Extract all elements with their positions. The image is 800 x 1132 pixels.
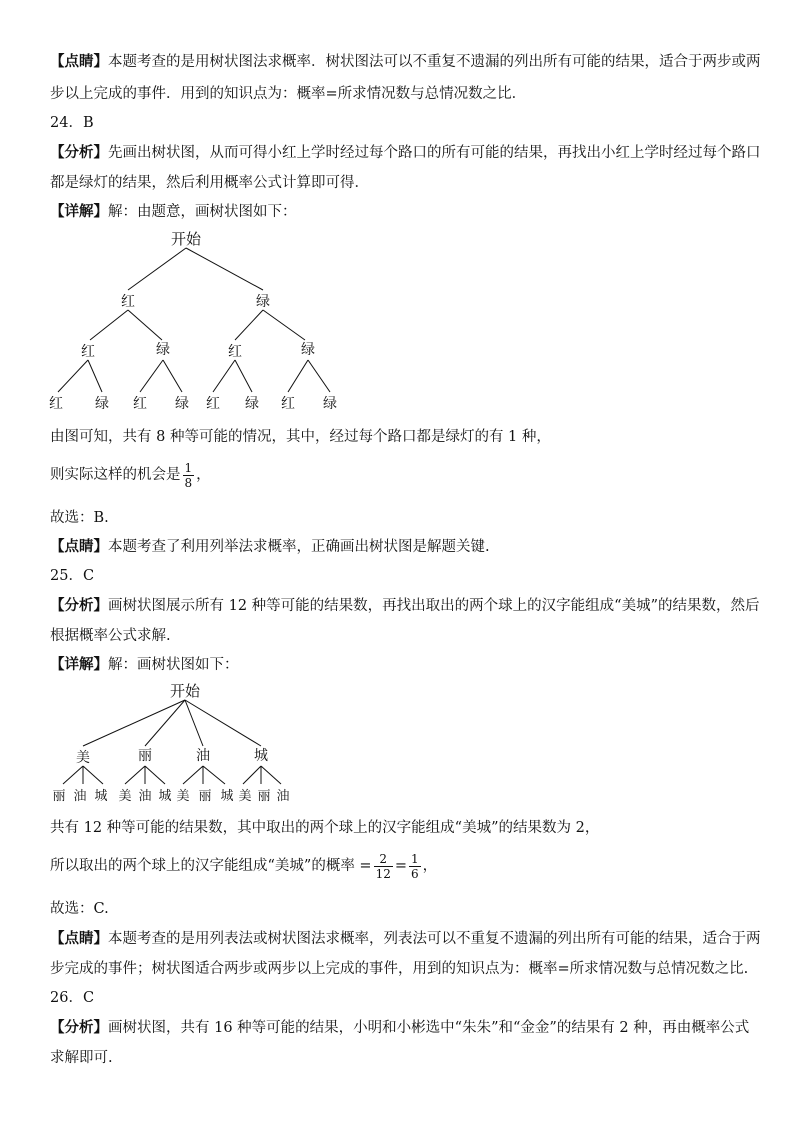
tree-leaf-label: 美 [118, 789, 132, 804]
analysis-tag: 【分析】 [50, 597, 108, 614]
tree-diagram-q24 [30, 222, 360, 417]
tree-node-label: 红 [228, 344, 242, 360]
q25-tip-continuation: 步完成的事件；树状图适合两步或两步以上完成的事件，用到的知识点为：概率=所求情况数与总情况数之比. [50, 961, 749, 977]
tree-leaf-label: 红 [281, 396, 295, 412]
fraction-denominator: 8 [184, 475, 193, 490]
analysis-tag: 【分析】 [50, 1019, 108, 1036]
question-25-number: 25．C [50, 568, 95, 584]
tree-node-label: 红 [81, 344, 95, 360]
q24-conclusion: 由图可知，共有 8 种等可能的情况，其中，经过每个路口都是绿灯的有 1 种， [50, 429, 551, 445]
tree-leaf-label: 城 [220, 789, 234, 804]
q25-analysis-line [50, 596, 760, 616]
tree-leaf-label: 油 [276, 789, 290, 804]
q24-analysis-continuation: 都是绿灯的结果，然后利用概率公式计算即可得． [50, 175, 369, 191]
fraction-numerator: 1 [411, 851, 419, 866]
q24-probability-line [50, 458, 760, 492]
tip-tag: 【点睛】 [50, 930, 108, 947]
detail-tag: 【详解】 [50, 656, 108, 673]
detail-text: 解：画树状图如下： [108, 657, 239, 673]
equals-sign: = [394, 858, 408, 874]
fraction [183, 461, 195, 490]
q24-tip-line [50, 537, 760, 557]
tree-leaf-label: 绿 [95, 396, 109, 412]
analysis-tag: 【分析】 [50, 144, 108, 161]
tree-leaf-label: 绿 [323, 396, 337, 412]
fraction [409, 852, 421, 881]
tree-leaf-label: 油 [73, 789, 87, 804]
tree-node-label: 绿 [256, 294, 270, 310]
q24-detail-line [50, 202, 760, 222]
probability-prefix: 所以取出的两个球上的汉字能组成“美城”的概率 = [50, 858, 372, 874]
tree-node-label: 绿 [301, 342, 315, 358]
q25-detail-line [50, 655, 760, 675]
tip-tag: 【点睛】 [50, 53, 108, 70]
question-24-number: 24．B [50, 115, 94, 131]
tree-leaf-label: 绿 [245, 396, 259, 412]
analysis-text: 画树状图展示所有 12 种等可能的结果数，再找出取出的两个球上的汉字能组成“美城”的结果数，然后 [108, 598, 760, 614]
tip-text: 本题考查了利用列举法求概率，正确画出树状图是解题关键. [108, 539, 490, 555]
tip-text: 本题考查的是用树状图法求概率．树状图法可以不重复不遗漏的列出所有可能的结果，适合于两步或两 [108, 54, 761, 70]
q24-answer: 故选：B. [50, 510, 109, 526]
tree-diagram-q25 [45, 678, 315, 808]
tip-paragraph-line [50, 52, 760, 72]
tree-leaf-label: 油 [138, 789, 152, 804]
q26-analysis-continuation: 求解即可. [50, 1050, 113, 1066]
tree-node-label: 油 [196, 748, 210, 764]
tree-root-label: 开始 [170, 230, 202, 248]
q25-analysis-continuation: 根据概率公式求解. [50, 628, 171, 644]
q25-probability-line [50, 849, 760, 883]
tree-leaf-label: 美 [238, 789, 252, 804]
fraction-numerator: 2 [374, 852, 393, 867]
tree-leaf-label: 绿 [175, 396, 189, 412]
q24-analysis-line [50, 143, 760, 163]
tree-node-label: 绿 [156, 342, 170, 358]
question-26-number: 26．C [50, 990, 95, 1006]
tip-tag: 【点睛】 [50, 538, 108, 555]
tree-node-label: 城 [254, 748, 268, 764]
tip-text: 本题考查的是用列表法或树状图法求概率，列表法可以不重复不遗漏的列出所有可能的结果，适合于两 [108, 931, 761, 947]
q25-conclusion: 共有 12 种等可能的结果数，其中取出的两个球上的汉字能组成“美城”的结果数为 2， [50, 820, 600, 836]
fraction-denominator: 12 [375, 866, 391, 881]
detail-text: 解：由题意，画树状图如下： [108, 204, 297, 220]
q25-tip-line [50, 929, 760, 949]
tree-leaf-label: 红 [49, 396, 63, 412]
q26-analysis-line [50, 1018, 760, 1038]
tree-node-label: 红 [121, 294, 135, 310]
analysis-text: 先画出树状图，从而可得小红上学时经过每个路口的所有可能的结果，再找出小红上学时经过每个路口 [108, 145, 761, 161]
tree-node-label: 美 [76, 750, 90, 766]
fraction-numerator: 1 [184, 460, 193, 475]
tree-leaf-label: 城 [94, 789, 108, 804]
tree-leaf-label: 丽 [257, 789, 271, 804]
fraction [374, 852, 393, 881]
tree-leaf-label: 美 [176, 789, 190, 804]
tree-leaf-label: 城 [158, 789, 172, 804]
tree-node-label: 丽 [138, 748, 152, 764]
tree-root-label: 开始 [169, 682, 201, 700]
tree-leaf-label: 丽 [52, 789, 66, 804]
analysis-text: 画树状图，共有 16 种等可能的结果，小明和小彬选中“朱朱”和“金金”的结果有 2 种，再由概率公式 [108, 1020, 750, 1036]
tip-text-continuation: 步以上完成的事件．用到的知识点为：概率=所求情况数与总情况数之比． [50, 86, 527, 102]
probability-suffix: ， [422, 858, 438, 874]
probability-prefix: 则实际这样的机会是 [50, 467, 181, 483]
probability-suffix: ， [196, 467, 211, 483]
fraction-denominator: 6 [411, 866, 419, 881]
q25-answer: 故选：C. [50, 901, 109, 917]
tree-leaf-label: 红 [206, 396, 220, 412]
tree-leaf-label: 丽 [198, 789, 212, 804]
tree-leaf-label: 红 [133, 396, 147, 412]
detail-tag: 【详解】 [50, 203, 108, 220]
